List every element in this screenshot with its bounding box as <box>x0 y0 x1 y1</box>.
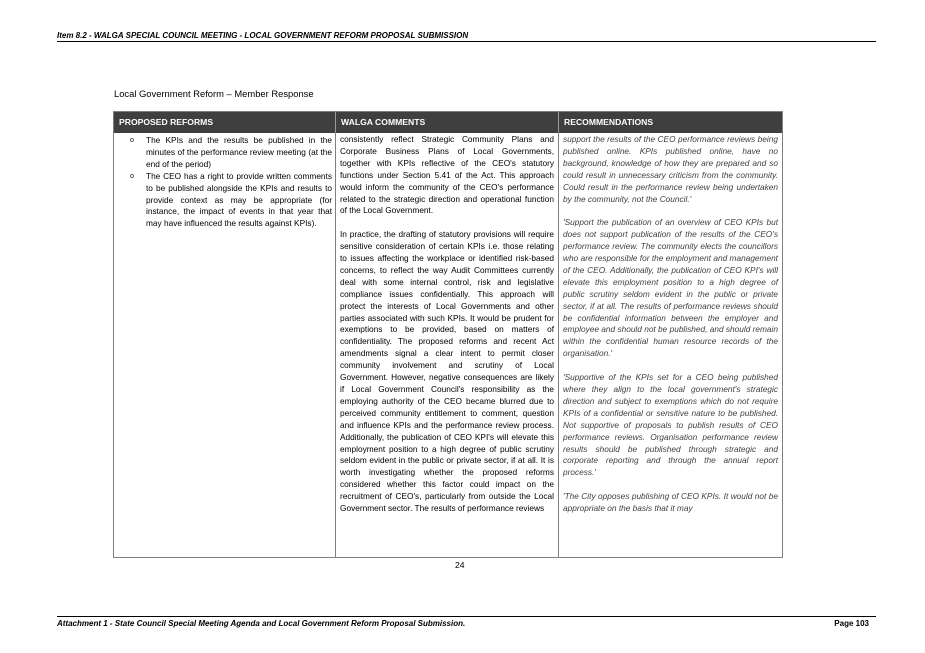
recommendation-paragraph: 'The City opposes publishing of CEO KPIs. It would not be appropriate on the basis that it may <box>563 491 778 514</box>
proposed-reforms-cell <box>114 133 336 558</box>
reform-bullet-item <box>118 171 332 231</box>
table-header-row <box>114 112 782 133</box>
comment-paragraph: consistently reflect Strategic Community Plans and Corporate Business Plans of Local Governments, together with KPIs reflective of the CEO's statutory functions under Section 5.41 of the Act. This approach would inform the community of the CEO's performance related to the strategic direction and operational function of the Local Government. <box>340 134 554 216</box>
document-subtitle: Local Government Reform – Member Response <box>114 88 314 99</box>
reform-text: The KPIs and the results be published in the minutes of the performance review meeting (at the end of the period) <box>146 135 332 169</box>
reform-text: The CEO has a right to provide written comments to be published alongside the KPIs and results to provide context as may be appropriate (for instance, the impact of events in that year that may have influenced the results against KPIs). <box>146 170 332 229</box>
page-header: Item 8.2 - WALGA SPECIAL COUNCIL MEETING - LOCAL GOVERNMENT REFORM PROPOSAL SUBMISSION <box>57 31 876 42</box>
header-walga-comments: WALGA COMMENTS <box>336 112 559 133</box>
comment-paragraph: In practice, the drafting of statutory provisions will require sensitive consideration of certain KPIs i.e. those relating to issues affecting the workplace or identified risk-based concerns, to reflect the way Audit Committees currently deal with some internal control, risk and legislative compliance issues confidentially. This approach will protect the interests of Local Governments and other parties associated with such KPIs. It would be prudent for exemptions to be provided, based on matters of confidentiality. The proposed reforms and recent Act amendments signal a clear intent to permit closer community involvement and scrutiny of Local Government. However, negative consequences are likely if Local Government Council's responsibility as the employing authority of the CEO became blurred due to perceived community entitlement to comment, question and influence KPIs and the performance review process. Additionally, the publication of CEO KPI's will elevate this employment position to a high degree of public scrutiny seldom evident in the public or private sector, if at all. It is worth investigating whether the proposed reforms considered whether this factor could impact on the recruitment of CEO's, particularly from outside the Local Government sector. The results of performance reviews <box>340 229 554 514</box>
recommendation-paragraph: 'Support the publication of an overview of CEO KPIs but does not support publication of the results of the CEO's performance review. The community elects the councillors who are responsible for the employment and management of the CEO. Additionally, the publication of CEO KPI's will elevate this employment position to a high degree of public scrutiny seldom evident in the public or private sector, if at all. The results of performance reviews should be confidential information between the employer and employee and should not be published, and should remain within the confidential human resource records of the organisation.' <box>563 217 778 359</box>
page-number: 24 <box>455 560 465 570</box>
header-proposed-reforms: PROPOSED REFORMS <box>114 112 336 133</box>
bullet-circle-icon: o <box>130 137 134 144</box>
page-footer <box>57 616 876 628</box>
recommendation-paragraph: 'Supportive of the KPIs set for a CEO being published where they align to the local government's strategic direction and subject to exemptions which do not require KPIs of a confidential or sensitive nature to be published. Not supportive of proposals to publish results of CEO performance reviews. Organisation performance review results should be published through strategic and corporate reporting and through the annual report process.' <box>563 372 778 478</box>
reform-bullet-item <box>118 135 332 171</box>
footer-text: Attachment 1 - State Council Special Meeting Agenda and Local Government Reform Proposal Submission. <box>57 619 466 628</box>
reform-response-table <box>113 111 783 558</box>
recommendation-paragraph: support the results of the CEO performance reviews being published online. KPIs published online, have no background, knowledge of how they are prepared and so could result in unnecessary criticism from the community. Could result in the performance review being undertaken by the community, not the Council.' <box>563 134 778 204</box>
recommendations-cell <box>559 133 782 558</box>
header-recommendations: RECOMMENDATIONS <box>564 117 654 127</box>
bullet-circle-icon: o <box>130 172 134 180</box>
walga-comments-cell <box>336 133 559 558</box>
footer-page-number: Page 103 <box>834 619 869 628</box>
